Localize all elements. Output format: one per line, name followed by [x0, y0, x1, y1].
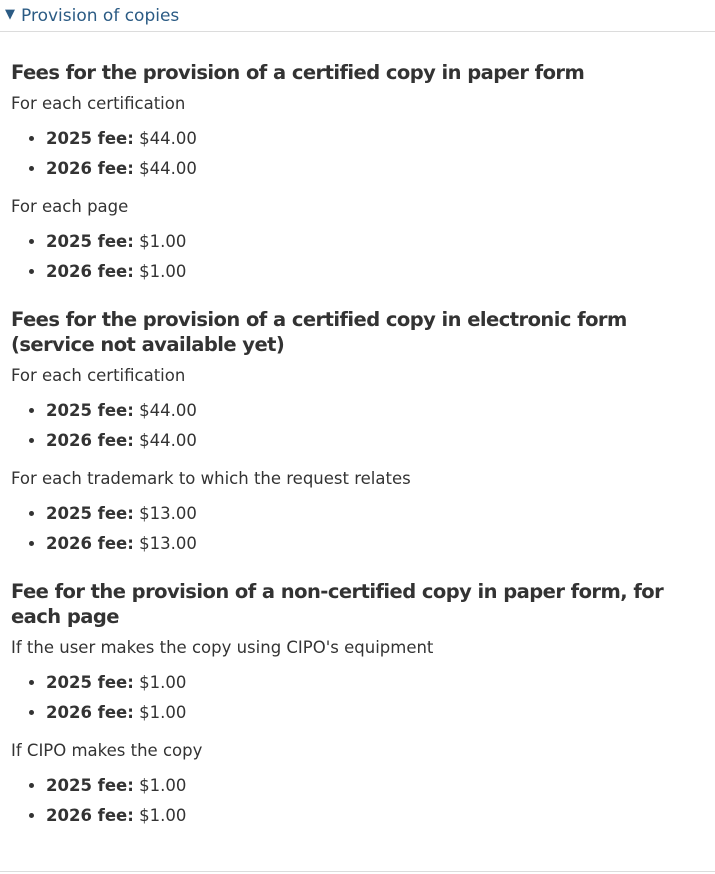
fee-value: $13.00	[139, 534, 197, 553]
group-subtitle: If CIPO makes the copy	[11, 741, 203, 760]
fee-item	[46, 396, 705, 426]
fee-label: 2025 fee:	[46, 401, 134, 420]
fee-value: $44.00	[139, 159, 197, 178]
fee-label: 2026 fee:	[46, 431, 134, 450]
group-subtitle: For each page	[11, 197, 129, 216]
fee-label: 2025 fee:	[46, 129, 134, 148]
fee-label: 2026 fee:	[46, 159, 134, 178]
details-summary-provision-of-copies[interactable]	[0, 0, 715, 32]
section-non-certified-paper	[11, 579, 705, 831]
fee-label: 2025 fee:	[46, 673, 134, 692]
fee-item	[46, 257, 705, 287]
group-subtitle: For each trademark to which the request relates	[11, 469, 411, 488]
fee-item	[46, 771, 705, 801]
fee-item	[46, 801, 705, 831]
fee-label: 2025 fee:	[46, 232, 134, 251]
fee-value: $1.00	[139, 232, 187, 251]
details-content	[0, 32, 715, 831]
section-certified-electronic	[11, 307, 705, 559]
fee-item	[46, 124, 705, 154]
fee-item	[46, 154, 705, 184]
fee-label: 2026 fee:	[46, 806, 134, 825]
fee-item	[46, 426, 705, 456]
section-certified-paper	[11, 60, 705, 287]
fee-list	[11, 771, 705, 831]
fee-item	[46, 499, 705, 529]
fee-value: $1.00	[139, 673, 187, 692]
fee-label: 2025 fee:	[46, 776, 134, 795]
fee-value: $13.00	[139, 504, 197, 523]
fee-item	[46, 698, 705, 728]
fee-label: 2026 fee:	[46, 703, 134, 722]
triangle-down-icon: ▼	[5, 7, 15, 22]
fee-value: $44.00	[139, 401, 197, 420]
fee-value: $1.00	[139, 703, 187, 722]
section-heading: Fees for the provision of a certified copy in electronic form (service not available yet)	[11, 308, 627, 356]
fee-value: $1.00	[139, 806, 187, 825]
section-heading: Fee for the provision of a non-certified copy in paper form, for each page	[11, 580, 664, 628]
section-heading: Fees for the provision of a certified copy in paper form	[11, 61, 585, 84]
fee-list	[11, 499, 705, 559]
fee-item	[46, 227, 705, 257]
summary-label: Provision of copies	[21, 5, 180, 26]
fee-item	[46, 668, 705, 698]
fee-list	[11, 227, 705, 287]
fee-list	[11, 396, 705, 456]
fee-label: 2025 fee:	[46, 504, 134, 523]
fee-item	[46, 529, 705, 559]
fee-list	[11, 668, 705, 728]
bottom-divider	[0, 871, 715, 872]
fee-value: $1.00	[139, 262, 187, 281]
fee-label: 2026 fee:	[46, 262, 134, 281]
fee-label: 2026 fee:	[46, 534, 134, 553]
group-subtitle: If the user makes the copy using CIPO's equipment	[11, 638, 434, 657]
fee-value: $44.00	[139, 129, 197, 148]
fee-list	[11, 124, 705, 184]
fee-value: $1.00	[139, 776, 187, 795]
group-subtitle: For each certification	[11, 366, 186, 385]
fee-value: $44.00	[139, 431, 197, 450]
group-subtitle: For each certification	[11, 94, 186, 113]
